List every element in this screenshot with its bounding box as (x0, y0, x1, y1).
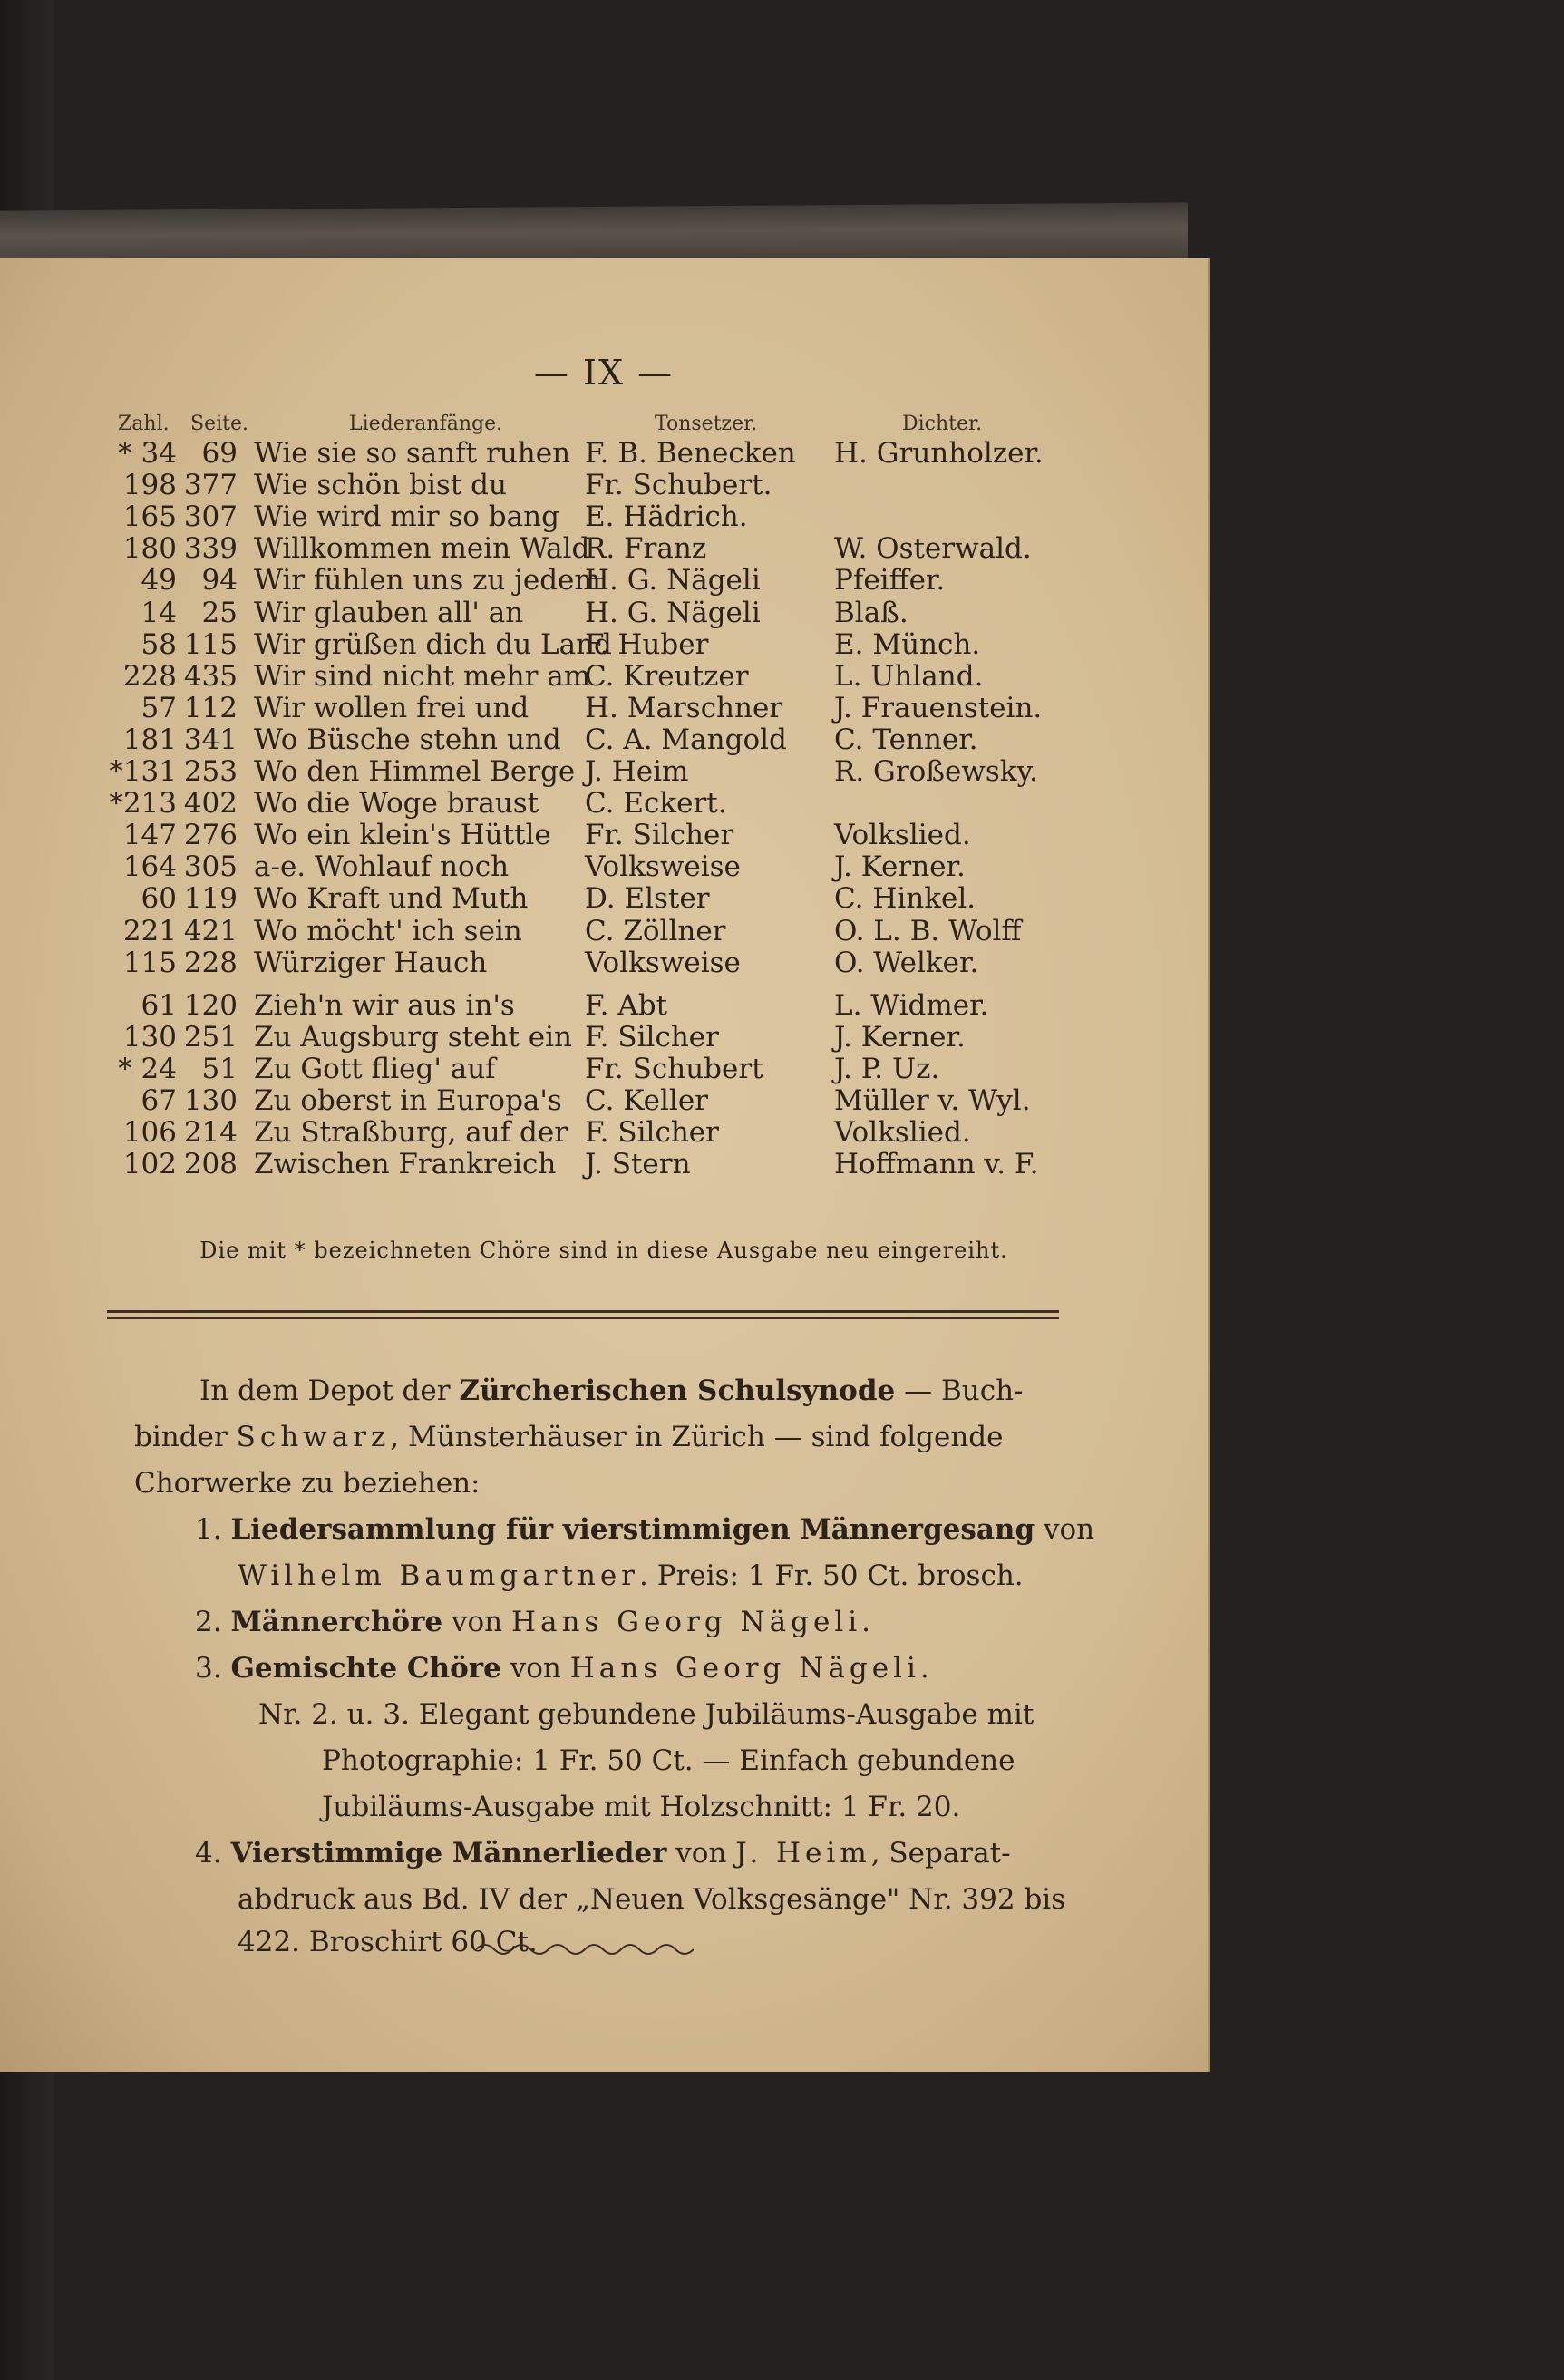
notice-line-2 (134, 1422, 1003, 1453)
page-number: — IX — (533, 353, 675, 393)
cell-dichter: J. Kerner. (834, 1020, 966, 1054)
cell-tonsetzer: R. Franz (585, 532, 707, 566)
cell-liederanfang: Wir wollen frei und (254, 691, 529, 724)
item-title: Männerchöre (230, 1606, 443, 1638)
cell-tonsetzer: F. Huber (585, 627, 709, 661)
cell-dichter: W. Osterwald. (834, 532, 1032, 566)
column-header-liederanfaenge: Liederanfänge. (349, 413, 503, 435)
cell-dichter: E. Münch. (834, 627, 981, 661)
item-1-line-2 (238, 1560, 1024, 1592)
cell-seite: 305 (183, 850, 238, 884)
item-number: 4. (195, 1837, 222, 1870)
cell-seite: 208 (183, 1148, 238, 1181)
table-row (0, 990, 1208, 1022)
table-row (0, 597, 1208, 629)
cell-seite: 341 (183, 723, 238, 756)
cell-dichter: Volkslied. (834, 1116, 971, 1150)
table-row (0, 565, 1208, 597)
cell-tonsetzer: D. Elster (585, 882, 710, 916)
table-row (0, 851, 1208, 883)
double-rule-bottom (107, 1317, 1059, 1319)
notice-text: . (919, 1652, 929, 1685)
footnote: Die mit * bezeichneten Chöre sind in diese Ausgabe neu eingereiht. (199, 1238, 1008, 1263)
table-row (0, 533, 1208, 565)
double-rule-top (107, 1310, 1059, 1313)
cell-zahl: 49 (141, 564, 177, 597)
cell-tonsetzer: C. Eckert. (585, 787, 727, 821)
item-3-line-2: Nr. 2. u. 3. Elegant gebundene Jubiläums-Ausgabe mit (258, 1698, 1035, 1731)
cell-tonsetzer: F. Abt (585, 988, 668, 1022)
cell-zahl: 60 (141, 882, 177, 916)
item-number: 2. (195, 1606, 222, 1638)
cell-seite: 120 (183, 988, 238, 1022)
notice-line-1 (199, 1375, 1024, 1407)
synode-name: Zürcherischen Schulsynode (459, 1375, 896, 1407)
cell-dichter: J. P. Uz. (834, 1052, 940, 1085)
cell-dichter: Müller v. Wyl. (834, 1084, 1031, 1117)
item-title: Liedersammlung für vierstimmigen Männergesang (230, 1513, 1035, 1546)
cell-liederanfang: Wie sie so sanft ruhen (254, 437, 571, 470)
table-row (0, 883, 1208, 915)
item-author: Hans Georg Nägeli (510, 1606, 862, 1638)
cell-seite: 435 (183, 659, 238, 693)
item-number: 1. (195, 1513, 222, 1546)
table-row (0, 1054, 1208, 1085)
cell-seite: 130 (183, 1084, 238, 1117)
cell-tonsetzer: C. Keller (585, 1084, 708, 1117)
binder-name: Schwarz (236, 1421, 391, 1453)
cell-liederanfang: Zu Augsburg steht ein (254, 1020, 573, 1054)
cell-zahl: 147 (122, 819, 177, 852)
cell-zahl: * 24 (118, 1052, 177, 1085)
table-row (0, 724, 1208, 756)
cell-seite: 307 (183, 500, 238, 534)
item-4-line-3: 422. Broschirt 60 Ct. (238, 1926, 538, 1958)
cell-liederanfang: Wir fühlen uns zu jedem (254, 564, 601, 597)
item-title: Gemischte Chöre (230, 1652, 501, 1685)
column-header-seite: Seite. (190, 413, 248, 435)
cell-tonsetzer: Volksweise (585, 946, 741, 979)
cell-tonsetzer: J. Heim (585, 755, 689, 788)
item-3 (195, 1653, 929, 1685)
item-author: J. Heim (735, 1837, 871, 1870)
notice-line-3: Chorwerke zu beziehen: (134, 1467, 481, 1500)
cell-liederanfang: Wo ein klein's Hüttle (254, 819, 551, 852)
cell-tonsetzer: E. Hädrich. (585, 500, 748, 534)
notice-text: von (1035, 1513, 1095, 1546)
cell-liederanfang: Zu oberst in Europa's (254, 1084, 562, 1117)
cell-dichter: Blaß. (834, 596, 908, 629)
cell-seite: 214 (183, 1116, 238, 1150)
item-author: Hans Georg Nägeli (569, 1652, 920, 1685)
cell-seite: 339 (183, 532, 238, 566)
cell-liederanfang: Würziger Hauch (254, 946, 488, 979)
table-row (0, 1022, 1208, 1054)
item-1 (195, 1514, 1094, 1546)
cell-tonsetzer: H. G. Nägeli (585, 564, 761, 597)
cell-tonsetzer: Fr. Silcher (585, 819, 734, 852)
cell-dichter: J. Kerner. (834, 850, 966, 884)
book-page (0, 258, 1210, 2072)
cell-zahl: 228 (122, 659, 177, 693)
cell-seite: 421 (183, 914, 238, 947)
table-row (0, 1117, 1208, 1149)
table-row (0, 629, 1208, 661)
table-row (0, 756, 1208, 788)
item-4 (195, 1838, 1011, 1870)
cell-tonsetzer: H. Marschner (585, 691, 783, 724)
table-row (0, 1085, 1208, 1117)
cell-dichter: R. Großewsky. (834, 755, 1038, 788)
table-row (0, 438, 1208, 470)
cell-zahl: 221 (122, 914, 177, 947)
cell-seite: 402 (183, 787, 238, 821)
notice-text: binder (134, 1421, 237, 1453)
cell-tonsetzer: Fr. Schubert (585, 1052, 763, 1085)
cell-liederanfang: Zu Gott flieg' auf (254, 1052, 496, 1085)
cell-seite: 377 (183, 469, 238, 502)
cell-tonsetzer: F. Silcher (585, 1116, 719, 1150)
cell-liederanfang: Wir sind nicht mehr am (254, 659, 591, 693)
cell-zahl: 130 (122, 1020, 177, 1054)
cell-zahl: 180 (122, 532, 177, 566)
cell-liederanfang: Wo möcht' ich sein (254, 914, 522, 947)
cell-zahl: *213 (109, 787, 177, 821)
cell-zahl: 164 (122, 850, 177, 884)
cell-liederanfang: Wo den Himmel Berge (254, 755, 576, 788)
cell-tonsetzer: C. Zöllner (585, 914, 726, 947)
cell-seite: 25 (201, 596, 238, 629)
cell-seite: 94 (201, 564, 238, 597)
notice-text: von (666, 1837, 736, 1870)
cell-liederanfang: Willkommen mein Wald (254, 532, 590, 566)
cell-zahl: *131 (109, 755, 177, 788)
cell-dichter: Volkslied. (834, 819, 971, 852)
notice-text: von (500, 1652, 570, 1685)
cell-zahl: 67 (141, 1084, 177, 1117)
cell-zahl: 58 (141, 627, 177, 661)
table-row (0, 820, 1208, 851)
cell-dichter: O. Welker. (834, 946, 979, 979)
cell-liederanfang: Wie wird mir so bang (254, 500, 559, 534)
item-author: Wilhelm Baumgartner (238, 1559, 639, 1592)
item-3-line-3: Photographie: 1 Fr. 50 Ct. — Einfach gebundene (322, 1744, 1015, 1777)
cell-tonsetzer: H. G. Nägeli (585, 596, 761, 629)
cell-tonsetzer: Volksweise (585, 850, 741, 884)
cell-tonsetzer: C. A. Mangold (585, 723, 787, 756)
item-4-line-2: abdruck aus Bd. IV der „Neuen Volksgesänge" Nr. 392 bis (238, 1883, 1066, 1916)
cell-zahl: 165 (122, 500, 177, 534)
table-row (0, 916, 1208, 947)
cell-zahl: 102 (122, 1148, 177, 1181)
table-row (0, 1149, 1208, 1180)
cell-zahl: 115 (122, 946, 177, 979)
cell-dichter: L. Widmer. (834, 988, 989, 1022)
cell-zahl: * 34 (118, 437, 177, 470)
cell-seite: 112 (183, 691, 238, 724)
column-header-zahl: Zahl. (118, 413, 170, 435)
cell-liederanfang: a-e. Wohlauf noch (254, 850, 510, 884)
cell-zahl: 181 (122, 723, 177, 756)
table-row (0, 470, 1208, 501)
column-header-dichter: Dichter. (902, 413, 983, 435)
notice-text: , Münsterhäuser in Zürich — sind folgende (390, 1421, 1004, 1453)
cell-liederanfang: Wir glauben all' an (254, 596, 524, 629)
decorative-squiggle (476, 1940, 694, 1958)
cell-liederanfang: Wo Büsche stehn und (254, 723, 561, 756)
cell-seite: 253 (183, 755, 238, 788)
cell-dichter: C. Hinkel. (834, 882, 976, 916)
notice-text: — Buch- (895, 1375, 1024, 1407)
cell-liederanfang: Zwischen Frankreich (254, 1148, 557, 1181)
cell-liederanfang: Wir grüßen dich du Land (254, 627, 612, 661)
notice-text: In dem Depot der (199, 1375, 460, 1407)
cell-seite: 51 (201, 1052, 238, 1085)
cell-dichter: Hoffmann v. F. (834, 1148, 1039, 1181)
item-2 (195, 1607, 870, 1638)
item-number: 3. (195, 1652, 222, 1685)
cell-dichter: C. Tenner. (834, 723, 978, 756)
cell-zahl: 57 (141, 691, 177, 724)
cell-tonsetzer: C. Kreutzer (585, 659, 749, 693)
cell-seite: 119 (183, 882, 238, 916)
item-title: Vierstimmige Männerlieder (230, 1837, 667, 1870)
cell-tonsetzer: F. Silcher (585, 1020, 719, 1054)
notice-text: , Separat- (870, 1837, 1011, 1870)
table-row (0, 501, 1208, 533)
table-row (0, 693, 1208, 724)
cell-dichter: Pfeiffer. (834, 564, 946, 597)
cell-zahl: 61 (141, 988, 177, 1022)
notice-text: von (442, 1606, 511, 1638)
cell-liederanfang: Wie schön bist du (254, 469, 507, 502)
cell-seite: 69 (201, 437, 238, 470)
cell-dichter: L. Uhland. (834, 659, 984, 693)
table-row (0, 947, 1208, 979)
cell-zahl: 198 (122, 469, 177, 502)
notice-text: . (861, 1606, 871, 1638)
cell-dichter: H. Grunholzer. (834, 437, 1044, 470)
item-3-line-4: Jubiläums-Ausgabe mit Holzschnitt: 1 Fr. 20. (322, 1791, 961, 1823)
cell-tonsetzer: J. Stern (585, 1148, 691, 1181)
cell-seite: 115 (183, 627, 238, 661)
table-row (0, 788, 1208, 820)
cell-tonsetzer: F. B. Benecken (585, 437, 796, 470)
table-row (0, 661, 1208, 693)
cell-liederanfang: Wo die Woge braust (254, 787, 539, 821)
cell-seite: 228 (183, 946, 238, 979)
cell-tonsetzer: Fr. Schubert. (585, 469, 772, 502)
cell-liederanfang: Wo Kraft und Muth (254, 882, 529, 916)
item-price: . Preis: 1 Fr. 50 Ct. brosch. (638, 1559, 1024, 1592)
cell-dichter: O. L. B. Wolff (834, 914, 1022, 947)
cell-liederanfang: Zieh'n wir aus in's (254, 988, 515, 1022)
cell-seite: 276 (183, 819, 238, 852)
cell-zahl: 106 (122, 1116, 177, 1150)
cell-seite: 251 (183, 1020, 238, 1054)
column-header-tonsetzer: Tonsetzer. (655, 413, 758, 435)
cell-liederanfang: Zu Straßburg, auf der (254, 1116, 568, 1150)
cell-dichter: J. Frauenstein. (834, 691, 1043, 724)
cell-zahl: 14 (141, 596, 177, 629)
